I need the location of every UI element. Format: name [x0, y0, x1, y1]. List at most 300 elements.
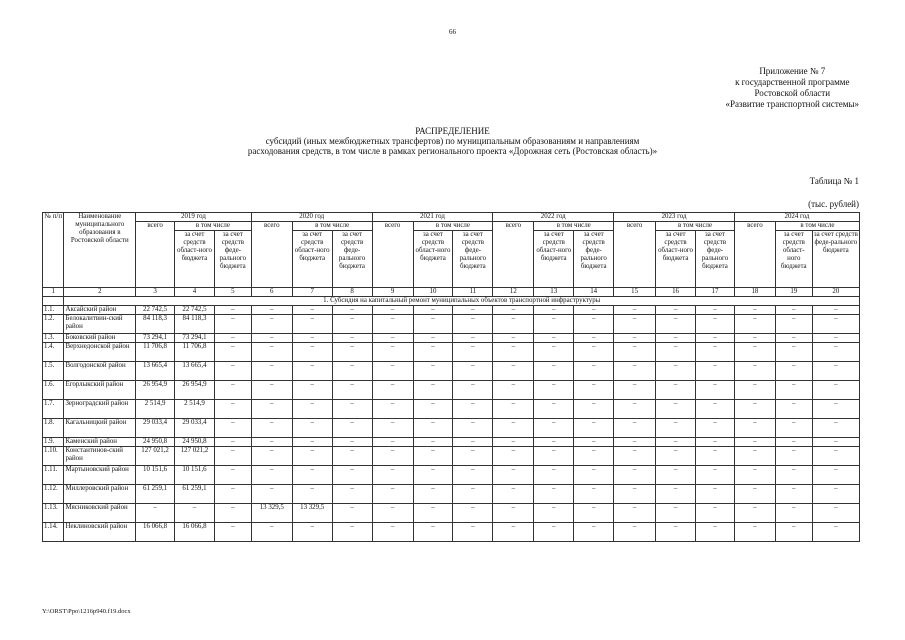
- empty-value: –: [214, 438, 251, 447]
- header-year: 2021 год: [372, 213, 493, 222]
- empty-value: –: [453, 315, 493, 334]
- row-value: 13 665,4: [175, 362, 215, 381]
- empty-value: –: [734, 343, 775, 362]
- empty-value: –: [413, 438, 453, 447]
- empty-value: –: [734, 438, 775, 447]
- empty-value: –: [696, 447, 735, 466]
- section-title: 1. Субсидия на капитальный ремонт муниципальных объектов транспортной инфраструктуры: [64, 297, 860, 306]
- empty-value: –: [332, 485, 372, 504]
- empty-value: –: [614, 400, 656, 419]
- empty-value: –: [493, 504, 534, 523]
- column-number: 3: [136, 288, 175, 297]
- table-label: Таблица № 1: [809, 176, 859, 186]
- row-value: 61 259,1: [175, 485, 215, 504]
- empty-value: –: [251, 343, 292, 362]
- appendix-line: «Развитие транспортной системы»: [725, 99, 859, 109]
- empty-value: –: [775, 362, 812, 381]
- empty-value: –: [734, 447, 775, 466]
- column-number: 6: [251, 288, 292, 297]
- empty-value: –: [413, 419, 453, 438]
- empty-value: –: [656, 381, 696, 400]
- empty-value: –: [372, 381, 413, 400]
- empty-value: –: [251, 315, 292, 334]
- empty-value: –: [534, 523, 574, 542]
- empty-value: –: [214, 362, 251, 381]
- header-regional: за счет средств област-ного бюджета: [292, 231, 332, 288]
- header-year: 2020 год: [251, 213, 372, 222]
- header-regional: за счет средств област-ного бюджета: [656, 231, 696, 288]
- row-value: 24 950,8: [136, 438, 175, 447]
- header-regional: за счет средств област-ного бюджета: [534, 231, 574, 288]
- empty-value: –: [251, 362, 292, 381]
- empty-value: –: [453, 466, 493, 485]
- row-name: Боковский район: [64, 334, 136, 343]
- appendix-line: Ростовской области: [754, 88, 831, 98]
- empty-value: –: [812, 485, 859, 504]
- empty-value: –: [614, 315, 656, 334]
- empty-value: –: [534, 334, 574, 343]
- empty-value: –: [251, 438, 292, 447]
- empty-value: –: [734, 504, 775, 523]
- empty-value: –: [372, 343, 413, 362]
- empty-value: –: [614, 306, 656, 315]
- empty-value: –: [214, 485, 251, 504]
- empty-value: –: [812, 362, 859, 381]
- row-num: 1.6.: [43, 381, 64, 400]
- empty-value: –: [413, 466, 453, 485]
- header-total: всего: [493, 222, 534, 288]
- empty-value: –: [534, 343, 574, 362]
- empty-value: –: [812, 447, 859, 466]
- empty-value: –: [534, 466, 574, 485]
- file-path: Y:\ORST\Ppo\1216p940.f19.docx: [42, 608, 131, 615]
- empty-value: –: [775, 400, 812, 419]
- empty-value: –: [656, 362, 696, 381]
- empty-value: –: [292, 362, 332, 381]
- header-regional: за счет средств област-ного бюджета: [413, 231, 453, 288]
- empty-value: –: [453, 523, 493, 542]
- empty-value: –: [734, 523, 775, 542]
- empty-value: –: [734, 306, 775, 315]
- header-federal: за счет средств феде-рального бюджета: [574, 231, 614, 288]
- empty-value: –: [696, 381, 735, 400]
- row-num: 1.11.: [43, 466, 64, 485]
- header-total: всего: [251, 222, 292, 288]
- empty-value: –: [614, 485, 656, 504]
- empty-value: –: [214, 523, 251, 542]
- empty-value: –: [214, 315, 251, 334]
- empty-value: –: [614, 523, 656, 542]
- empty-value: –: [656, 447, 696, 466]
- row-num: 1.9.: [43, 438, 64, 447]
- empty-value: –: [734, 466, 775, 485]
- column-number: 18: [734, 288, 775, 297]
- empty-value: –: [453, 334, 493, 343]
- column-number: 1: [43, 288, 64, 297]
- empty-value: –: [534, 400, 574, 419]
- row-name: Константинов-ский район: [64, 447, 136, 466]
- empty-value: –: [534, 306, 574, 315]
- empty-value: –: [453, 381, 493, 400]
- empty-value: –: [656, 315, 696, 334]
- empty-value: –: [614, 334, 656, 343]
- empty-value: –: [292, 306, 332, 315]
- empty-value: –: [775, 523, 812, 542]
- empty-value: –: [574, 362, 614, 381]
- empty-value: –: [332, 381, 372, 400]
- header-federal: за счет средств феде-рального бюджета: [696, 231, 735, 288]
- table-row: [43, 419, 860, 438]
- empty-value: –: [214, 447, 251, 466]
- column-number: 17: [696, 288, 735, 297]
- empty-value: –: [251, 466, 292, 485]
- empty-value: –: [812, 315, 859, 334]
- header-year: 2024 год: [734, 213, 859, 222]
- empty-value: –: [812, 306, 859, 315]
- page-number: 66: [449, 28, 456, 36]
- row-value: 11 706,8: [175, 343, 215, 362]
- column-number: 20: [812, 288, 859, 297]
- row-name: Миллеровский район: [64, 485, 136, 504]
- empty-value: –: [453, 419, 493, 438]
- empty-value: –: [775, 381, 812, 400]
- empty-value: –: [292, 400, 332, 419]
- empty-value: –: [214, 334, 251, 343]
- empty-value: –: [574, 466, 614, 485]
- row-value: 26 954,9: [175, 381, 215, 400]
- row-name: Верхнедонской район: [64, 343, 136, 362]
- row-value: 2 514,9: [136, 400, 175, 419]
- empty-value: –: [413, 381, 453, 400]
- empty-value: –: [812, 381, 859, 400]
- empty-value: –: [696, 315, 735, 334]
- column-number: 4: [175, 288, 215, 297]
- empty-value: –: [493, 315, 534, 334]
- empty-value: –: [292, 485, 332, 504]
- empty-value: –: [614, 504, 656, 523]
- column-number: 2: [64, 288, 136, 297]
- empty-value: –: [696, 400, 735, 419]
- row-value: 73 294,1: [175, 334, 215, 343]
- empty-value: –: [493, 438, 534, 447]
- row-value: 13 329,5: [251, 504, 292, 523]
- row-num: 1.3.: [43, 334, 64, 343]
- empty-value: –: [696, 438, 735, 447]
- table-row: [43, 447, 860, 466]
- empty-value: –: [775, 485, 812, 504]
- empty-value: –: [734, 315, 775, 334]
- table-row: [43, 466, 860, 485]
- empty-value: –: [574, 523, 614, 542]
- empty-value: –: [493, 485, 534, 504]
- row-value: 29 033,4: [136, 419, 175, 438]
- empty-value: –: [493, 419, 534, 438]
- empty-value: –: [656, 306, 696, 315]
- empty-value: –: [574, 334, 614, 343]
- empty-value: –: [453, 504, 493, 523]
- empty-value: –: [372, 466, 413, 485]
- empty-value: –: [614, 466, 656, 485]
- empty-value: –: [251, 381, 292, 400]
- empty-value: –: [214, 381, 251, 400]
- empty-value: –: [413, 504, 453, 523]
- empty-value: –: [292, 447, 332, 466]
- empty-value: –: [136, 504, 175, 523]
- column-number: 8: [332, 288, 372, 297]
- column-number: 16: [656, 288, 696, 297]
- row-num: 1.10.: [43, 447, 64, 466]
- empty-value: –: [251, 334, 292, 343]
- row-value: 16 066,8: [175, 523, 215, 542]
- empty-value: –: [734, 485, 775, 504]
- row-num: 1.2.: [43, 315, 64, 334]
- empty-value: –: [332, 523, 372, 542]
- empty-value: –: [493, 362, 534, 381]
- empty-value: –: [812, 419, 859, 438]
- table-row: [43, 400, 860, 419]
- row-name: Зерноградский район: [64, 400, 136, 419]
- empty-value: –: [453, 400, 493, 419]
- empty-value: –: [696, 306, 735, 315]
- empty-value: –: [534, 315, 574, 334]
- document-heading: [0, 126, 905, 156]
- empty-value: –: [534, 419, 574, 438]
- empty-value: –: [372, 334, 413, 343]
- row-value: 61 259,1: [136, 485, 175, 504]
- empty-value: –: [775, 447, 812, 466]
- empty-value: –: [775, 334, 812, 343]
- table-row: [43, 343, 860, 362]
- empty-value: –: [696, 343, 735, 362]
- empty-value: –: [534, 362, 574, 381]
- empty-value: –: [696, 485, 735, 504]
- empty-value: –: [696, 362, 735, 381]
- empty-value: –: [574, 315, 614, 334]
- row-name: Кагальницкий район: [64, 419, 136, 438]
- empty-value: –: [453, 362, 493, 381]
- empty-value: –: [332, 419, 372, 438]
- row-num: 1.5.: [43, 362, 64, 381]
- empty-value: –: [493, 343, 534, 362]
- empty-value: –: [292, 419, 332, 438]
- row-num: 1.13.: [43, 504, 64, 523]
- row-num: 1.14.: [43, 523, 64, 542]
- empty-value: –: [453, 343, 493, 362]
- empty-value: –: [413, 400, 453, 419]
- empty-value: –: [292, 381, 332, 400]
- empty-value: –: [413, 343, 453, 362]
- row-value: 16 066,8: [136, 523, 175, 542]
- empty-value: –: [574, 381, 614, 400]
- table-row: [43, 306, 860, 315]
- row-name: Аксайский район: [64, 306, 136, 315]
- row-value: 11 706,8: [136, 343, 175, 362]
- appendix-line: Приложение № 7: [759, 66, 826, 76]
- empty-value: –: [734, 362, 775, 381]
- empty-value: –: [574, 343, 614, 362]
- empty-value: –: [696, 466, 735, 485]
- table-row: [43, 315, 860, 334]
- empty-value: –: [775, 315, 812, 334]
- row-name: Неклиновский район: [64, 523, 136, 542]
- empty-value: –: [696, 523, 735, 542]
- empty-value: –: [332, 438, 372, 447]
- header-federal: за счет средств феде-рального бюджета: [812, 231, 859, 288]
- empty-value: –: [734, 400, 775, 419]
- header-federal: за счет средств феде-рального бюджета: [214, 231, 251, 288]
- empty-value: –: [251, 400, 292, 419]
- table-row: [43, 504, 860, 523]
- row-name: Егорлыкский район: [64, 381, 136, 400]
- row-value: 10 151,6: [175, 466, 215, 485]
- header-year: 2023 год: [614, 213, 735, 222]
- column-number: 9: [372, 288, 413, 297]
- column-number: 15: [614, 288, 656, 297]
- empty-value: –: [372, 438, 413, 447]
- row-num: 1.1.: [43, 306, 64, 315]
- empty-value: –: [453, 306, 493, 315]
- header-incl: в том числе: [292, 222, 372, 231]
- empty-value: –: [656, 343, 696, 362]
- section-num-cell: [43, 297, 64, 306]
- empty-value: –: [812, 504, 859, 523]
- empty-value: –: [251, 485, 292, 504]
- empty-value: –: [534, 447, 574, 466]
- empty-value: –: [812, 523, 859, 542]
- distribution-table: [42, 212, 860, 542]
- empty-value: –: [332, 466, 372, 485]
- empty-value: –: [534, 381, 574, 400]
- appendix-line: к государственной программе: [735, 77, 850, 87]
- row-name: Мартыновский район: [64, 466, 136, 485]
- empty-value: –: [574, 400, 614, 419]
- units-label: (тыс. рублей): [808, 199, 859, 209]
- empty-value: –: [493, 447, 534, 466]
- empty-value: –: [775, 343, 812, 362]
- empty-value: –: [534, 504, 574, 523]
- empty-value: –: [614, 343, 656, 362]
- empty-value: –: [812, 334, 859, 343]
- empty-value: –: [656, 466, 696, 485]
- row-value: 84 118,3: [136, 315, 175, 334]
- empty-value: –: [453, 485, 493, 504]
- empty-value: –: [656, 504, 696, 523]
- empty-value: –: [656, 400, 696, 419]
- empty-value: –: [656, 523, 696, 542]
- header-total: всего: [372, 222, 413, 288]
- empty-value: –: [734, 381, 775, 400]
- empty-value: –: [292, 523, 332, 542]
- empty-value: –: [251, 419, 292, 438]
- empty-value: –: [372, 306, 413, 315]
- empty-value: –: [214, 419, 251, 438]
- table-row: [43, 334, 860, 343]
- empty-value: –: [175, 504, 215, 523]
- empty-value: –: [574, 447, 614, 466]
- header-total: всего: [734, 222, 775, 288]
- empty-value: –: [812, 466, 859, 485]
- empty-value: –: [292, 334, 332, 343]
- row-name: Белокалитвин-ский район: [64, 315, 136, 334]
- column-number: 13: [534, 288, 574, 297]
- header-year: 2019 год: [136, 213, 252, 222]
- row-name: Волгодонской район: [64, 362, 136, 381]
- column-number: 12: [493, 288, 534, 297]
- empty-value: –: [574, 485, 614, 504]
- empty-value: –: [413, 306, 453, 315]
- header-incl: в том числе: [534, 222, 614, 231]
- document-subtitle: субсидий (иных межбюджетных трансфертов) по муниципальным образованиям и направлениям: [265, 136, 640, 146]
- header-regional: за счет средств област-ного бюджета: [775, 231, 812, 288]
- empty-value: –: [493, 381, 534, 400]
- empty-value: –: [614, 419, 656, 438]
- row-num: 1.12.: [43, 485, 64, 504]
- empty-value: –: [614, 438, 656, 447]
- empty-value: –: [214, 400, 251, 419]
- empty-value: –: [292, 315, 332, 334]
- empty-value: –: [332, 362, 372, 381]
- empty-value: –: [413, 334, 453, 343]
- header-name: Наименование муниципального образования в Ростовской области: [64, 213, 136, 288]
- empty-value: –: [372, 447, 413, 466]
- header-total: всего: [136, 222, 175, 288]
- empty-value: –: [775, 438, 812, 447]
- row-value: 22 742,5: [136, 306, 175, 315]
- row-value: 2 514,9: [175, 400, 215, 419]
- header-incl: в том числе: [775, 222, 859, 231]
- empty-value: –: [214, 466, 251, 485]
- empty-value: –: [812, 343, 859, 362]
- column-number: 19: [775, 288, 812, 297]
- column-number: 7: [292, 288, 332, 297]
- header-federal: за счет средств феде-рального бюджета: [332, 231, 372, 288]
- empty-value: –: [493, 334, 534, 343]
- empty-value: –: [493, 306, 534, 315]
- row-value: 13 329,5: [292, 504, 332, 523]
- column-number: 10: [413, 288, 453, 297]
- column-number: 11: [453, 288, 493, 297]
- empty-value: –: [696, 504, 735, 523]
- column-number: 14: [574, 288, 614, 297]
- row-value: 73 294,1: [136, 334, 175, 343]
- empty-value: –: [332, 334, 372, 343]
- empty-value: –: [292, 438, 332, 447]
- empty-value: –: [775, 466, 812, 485]
- empty-value: –: [656, 419, 696, 438]
- empty-value: –: [614, 381, 656, 400]
- row-num: 1.7.: [43, 400, 64, 419]
- empty-value: –: [251, 306, 292, 315]
- empty-value: –: [775, 306, 812, 315]
- empty-value: –: [413, 362, 453, 381]
- header-num: № п/п: [43, 213, 64, 288]
- empty-value: –: [332, 400, 372, 419]
- empty-value: –: [372, 400, 413, 419]
- empty-value: –: [775, 504, 812, 523]
- row-name: Каменский район: [64, 438, 136, 447]
- table-row: [43, 485, 860, 504]
- empty-value: –: [292, 466, 332, 485]
- empty-value: –: [656, 485, 696, 504]
- empty-value: –: [775, 419, 812, 438]
- empty-value: –: [413, 447, 453, 466]
- header-total: всего: [614, 222, 656, 288]
- empty-value: –: [372, 523, 413, 542]
- header-federal: за счет средств феде-рального бюджета: [453, 231, 493, 288]
- empty-value: –: [453, 447, 493, 466]
- empty-value: –: [332, 315, 372, 334]
- row-value: 127 021,2: [136, 447, 175, 466]
